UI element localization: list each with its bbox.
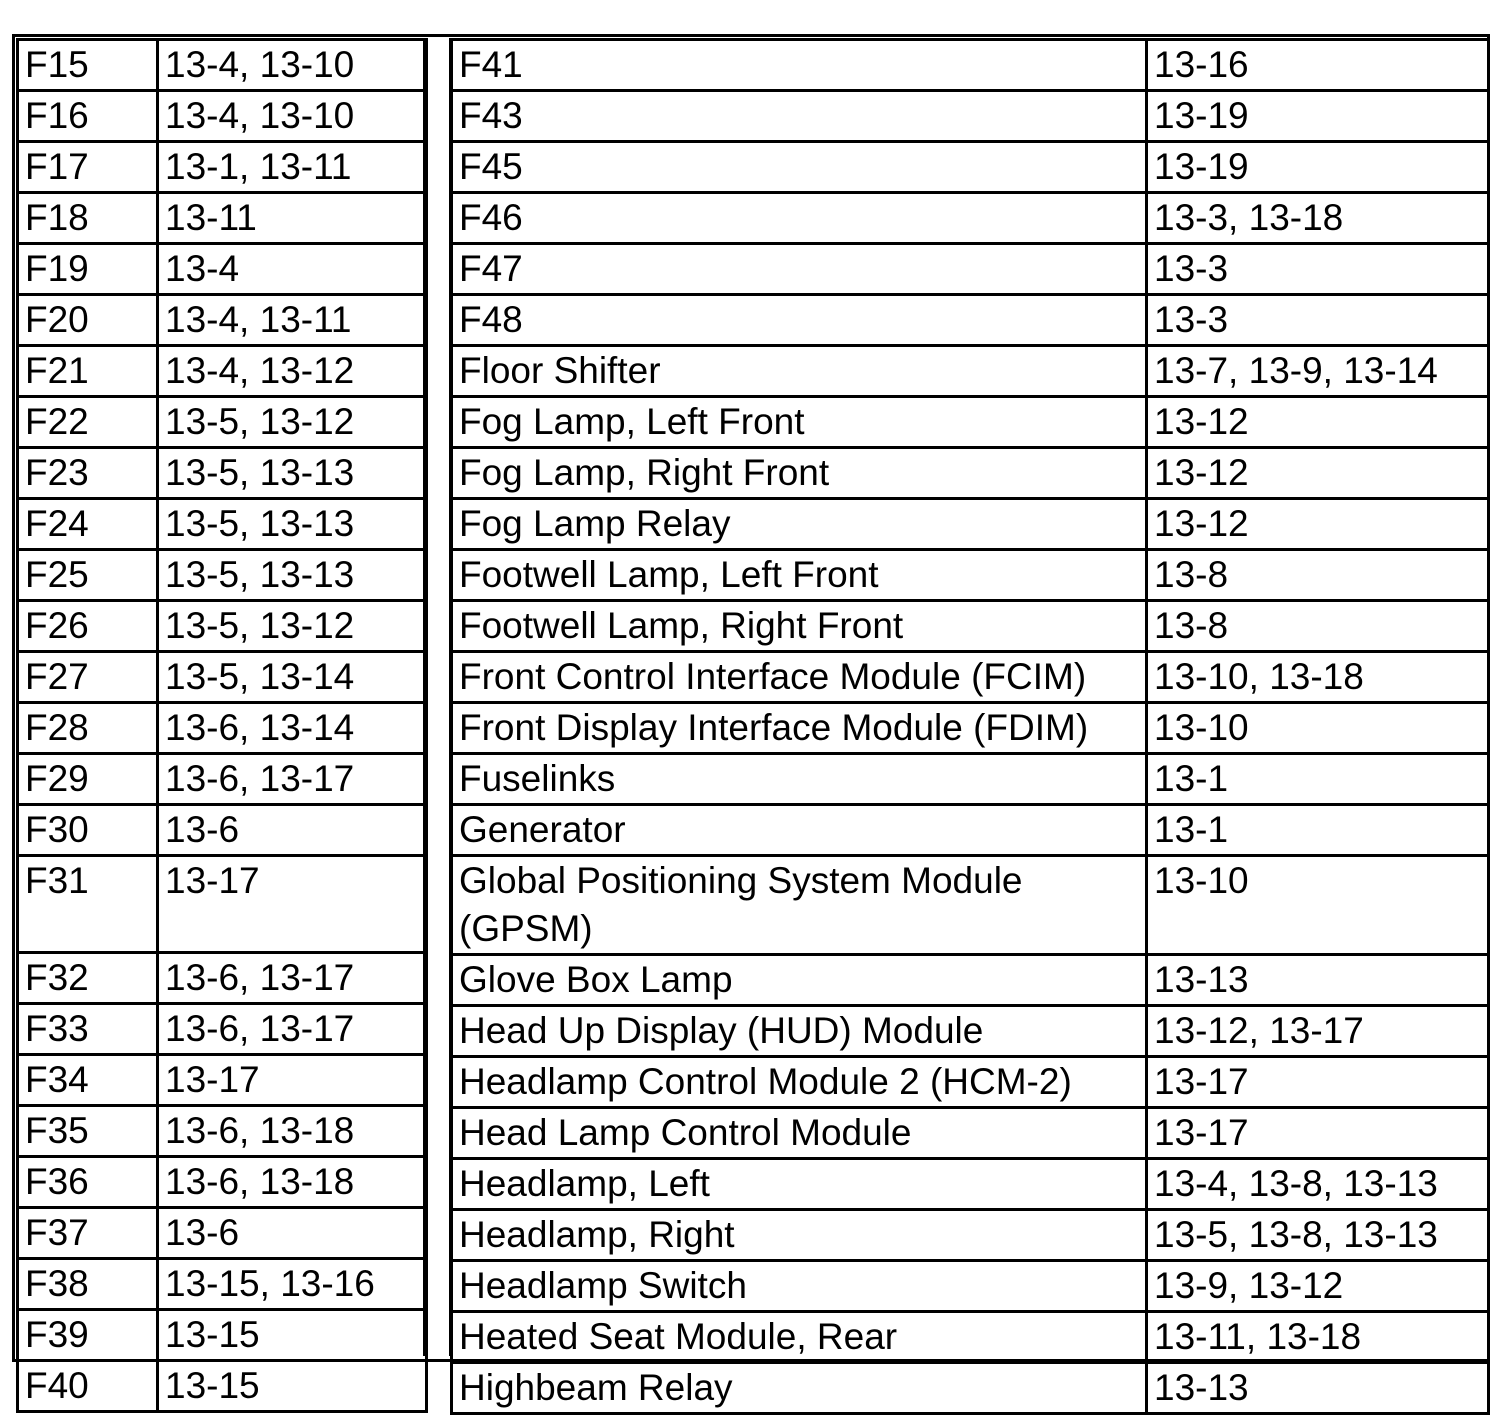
item-cell: F34	[18, 1055, 158, 1106]
table-row	[18, 953, 427, 1004]
item-cell: Highbeam Relay	[452, 1363, 1147, 1414]
table-row	[18, 1208, 427, 1259]
table-row	[452, 397, 1489, 448]
table-row	[18, 652, 427, 703]
page-ref-cell: 13-12, 13-17	[1147, 1006, 1489, 1057]
page-ref-cell: 13-12	[1147, 499, 1489, 550]
page-ref-cell: 13-6	[158, 1208, 427, 1259]
item-cell: Headlamp Switch	[452, 1261, 1147, 1312]
table-row	[18, 448, 427, 499]
table-row	[452, 346, 1489, 397]
page-ref-cell: 13-4, 13-11	[158, 295, 427, 346]
table-row	[452, 295, 1489, 346]
table-row	[18, 754, 427, 805]
table-row	[452, 1006, 1489, 1057]
item-cell: Head Lamp Control Module	[452, 1108, 1147, 1159]
table-row	[452, 91, 1489, 142]
page-ref-cell: 13-12	[1147, 448, 1489, 499]
page-ref-cell: 13-7, 13-9, 13-14	[1147, 346, 1489, 397]
page-ref-cell: 13-5, 13-13	[158, 448, 427, 499]
table-row	[452, 1363, 1489, 1414]
item-cell: Generator	[452, 805, 1147, 856]
page-ref-cell: 13-4, 13-8, 13-13	[1147, 1159, 1489, 1210]
item-cell: Floor Shifter	[452, 346, 1147, 397]
table-row	[452, 142, 1489, 193]
item-cell: Front Display Interface Module (FDIM)	[452, 703, 1147, 754]
item-cell: F18	[18, 193, 158, 244]
item-cell: Glove Box Lamp	[452, 955, 1147, 1006]
item-cell: F27	[18, 652, 158, 703]
item-cell: Headlamp Control Module 2 (HCM-2)	[452, 1057, 1147, 1108]
table-row	[452, 499, 1489, 550]
page-ref-cell: 13-17	[158, 1055, 427, 1106]
item-cell: Heated Seat Module, Rear	[452, 1312, 1147, 1363]
page-ref-cell: 13-3, 13-18	[1147, 193, 1489, 244]
table-row	[18, 244, 427, 295]
item-cell: F45	[452, 142, 1147, 193]
page-ref-cell: 13-1, 13-11	[158, 142, 427, 193]
page-ref-cell: 13-10	[1147, 703, 1489, 754]
page-ref-cell: 13-6, 13-17	[158, 754, 427, 805]
item-cell: Fog Lamp Relay	[452, 499, 1147, 550]
item-cell: Fog Lamp, Right Front	[452, 448, 1147, 499]
page-ref-cell: 13-6, 13-17	[158, 1004, 427, 1055]
item-cell: F17	[18, 142, 158, 193]
table-row	[452, 805, 1489, 856]
table-row	[18, 499, 427, 550]
table-row	[18, 550, 427, 601]
item-cell: F21	[18, 346, 158, 397]
item-cell: F31	[18, 856, 158, 953]
table-row	[452, 40, 1489, 91]
item-cell: F47	[452, 244, 1147, 295]
item-cell: Footwell Lamp, Right Front	[452, 601, 1147, 652]
item-cell: F32	[18, 953, 158, 1004]
table-row	[452, 1261, 1489, 1312]
page-ref-cell: 13-12	[1147, 397, 1489, 448]
item-cell: F28	[18, 703, 158, 754]
item-cell: Footwell Lamp, Left Front	[452, 550, 1147, 601]
item-cell: F22	[18, 397, 158, 448]
table-row	[452, 448, 1489, 499]
item-cell: F16	[18, 91, 158, 142]
table-row	[452, 1057, 1489, 1108]
item-cell: Fog Lamp, Left Front	[452, 397, 1147, 448]
item-cell: F35	[18, 1106, 158, 1157]
item-cell: F25	[18, 550, 158, 601]
page-ref-cell: 13-19	[1147, 142, 1489, 193]
item-cell: Fuselinks	[452, 754, 1147, 805]
right-index-table	[450, 38, 1490, 1415]
item-cell: Front Control Interface Module (FCIM)	[452, 652, 1147, 703]
page-ref-cell: 13-6, 13-17	[158, 953, 427, 1004]
item-cell: F19	[18, 244, 158, 295]
page-ref-cell: 13-11, 13-18	[1147, 1312, 1489, 1363]
table-row	[452, 550, 1489, 601]
table-row	[18, 856, 427, 953]
item-cell: F20	[18, 295, 158, 346]
table-row	[452, 1210, 1489, 1261]
page-ref-cell: 13-4, 13-12	[158, 346, 427, 397]
page-ref-cell: 13-5, 13-13	[158, 499, 427, 550]
left-index-body	[18, 40, 427, 1412]
table-row	[18, 193, 427, 244]
page-ref-cell: 13-5, 13-12	[158, 397, 427, 448]
table-row	[18, 703, 427, 754]
page-ref-cell: 13-11	[158, 193, 427, 244]
page-ref-cell: 13-3	[1147, 295, 1489, 346]
item-cell: F30	[18, 805, 158, 856]
table-row	[18, 40, 427, 91]
item-cell: F23	[18, 448, 158, 499]
table-row	[452, 856, 1489, 955]
item-cell: F37	[18, 1208, 158, 1259]
table-row	[18, 1310, 427, 1361]
page-ref-cell: 13-10, 13-18	[1147, 652, 1489, 703]
item-cell: F41	[452, 40, 1147, 91]
right-index-body	[452, 40, 1489, 1414]
table-row	[18, 805, 427, 856]
table-row	[452, 244, 1489, 295]
table-row	[452, 193, 1489, 244]
item-cell: F46	[452, 193, 1147, 244]
item-cell: F15	[18, 40, 158, 91]
table-row	[452, 652, 1489, 703]
item-cell: F38	[18, 1259, 158, 1310]
item-cell: Global Positioning System Module (GPSM)	[452, 856, 1147, 955]
item-cell: F39	[18, 1310, 158, 1361]
item-cell: Headlamp, Right	[452, 1210, 1147, 1261]
table-row	[18, 295, 427, 346]
page-ref-cell: 13-1	[1147, 754, 1489, 805]
page-ref-cell: 13-8	[1147, 601, 1489, 652]
item-cell: F40	[18, 1361, 158, 1412]
left-index-table	[16, 38, 428, 1413]
page-ref-cell: 13-17	[1147, 1108, 1489, 1159]
page-ref-cell: 13-8	[1147, 550, 1489, 601]
page-ref-cell: 13-5, 13-13	[158, 550, 427, 601]
page-ref-cell: 13-4, 13-10	[158, 91, 427, 142]
page-ref-cell: 13-19	[1147, 91, 1489, 142]
page-ref-cell: 13-16	[1147, 40, 1489, 91]
item-cell: Head Up Display (HUD) Module	[452, 1006, 1147, 1057]
table-row	[452, 754, 1489, 805]
table-row	[18, 1361, 427, 1412]
table-row	[18, 601, 427, 652]
item-cell: F29	[18, 754, 158, 805]
table-row	[18, 1106, 427, 1157]
table-row	[452, 955, 1489, 1006]
table-row	[18, 397, 427, 448]
page-ref-cell: 13-6, 13-18	[158, 1106, 427, 1157]
page-ref-cell: 13-6, 13-14	[158, 703, 427, 754]
table-row	[452, 1108, 1489, 1159]
page-ref-cell: 13-10	[1147, 856, 1489, 955]
table-row	[18, 1004, 427, 1055]
column-divider	[423, 38, 452, 1356]
table-row	[18, 1157, 427, 1208]
page-ref-cell: 13-3	[1147, 244, 1489, 295]
item-cell: F24	[18, 499, 158, 550]
page-ref-cell: 13-15	[158, 1361, 427, 1412]
page-ref-cell: 13-17	[1147, 1057, 1489, 1108]
table-row	[18, 142, 427, 193]
page-ref-cell: 13-4	[158, 244, 427, 295]
item-cell: F33	[18, 1004, 158, 1055]
item-cell: F26	[18, 601, 158, 652]
table-row	[452, 1312, 1489, 1363]
item-cell: F48	[452, 295, 1147, 346]
item-cell: F43	[452, 91, 1147, 142]
page-ref-cell: 13-5, 13-14	[158, 652, 427, 703]
table-row	[18, 91, 427, 142]
table-row	[18, 1055, 427, 1106]
item-cell: Headlamp, Left	[452, 1159, 1147, 1210]
page-ref-cell: 13-15, 13-16	[158, 1259, 427, 1310]
page-ref-cell: 13-13	[1147, 1363, 1489, 1414]
item-cell: F36	[18, 1157, 158, 1208]
page-ref-cell: 13-5, 13-12	[158, 601, 427, 652]
page-ref-cell: 13-9, 13-12	[1147, 1261, 1489, 1312]
page-ref-cell: 13-6	[158, 805, 427, 856]
page-ref-cell: 13-5, 13-8, 13-13	[1147, 1210, 1489, 1261]
table-row	[452, 1159, 1489, 1210]
page-ref-cell: 13-17	[158, 856, 427, 953]
table-row	[18, 1259, 427, 1310]
page-ref-cell: 13-6, 13-18	[158, 1157, 427, 1208]
page-ref-cell: 13-1	[1147, 805, 1489, 856]
page-ref-cell: 13-15	[158, 1310, 427, 1361]
table-row	[452, 703, 1489, 754]
table-row	[452, 601, 1489, 652]
table-row	[18, 346, 427, 397]
page-ref-cell: 13-13	[1147, 955, 1489, 1006]
page-ref-cell: 13-4, 13-10	[158, 40, 427, 91]
